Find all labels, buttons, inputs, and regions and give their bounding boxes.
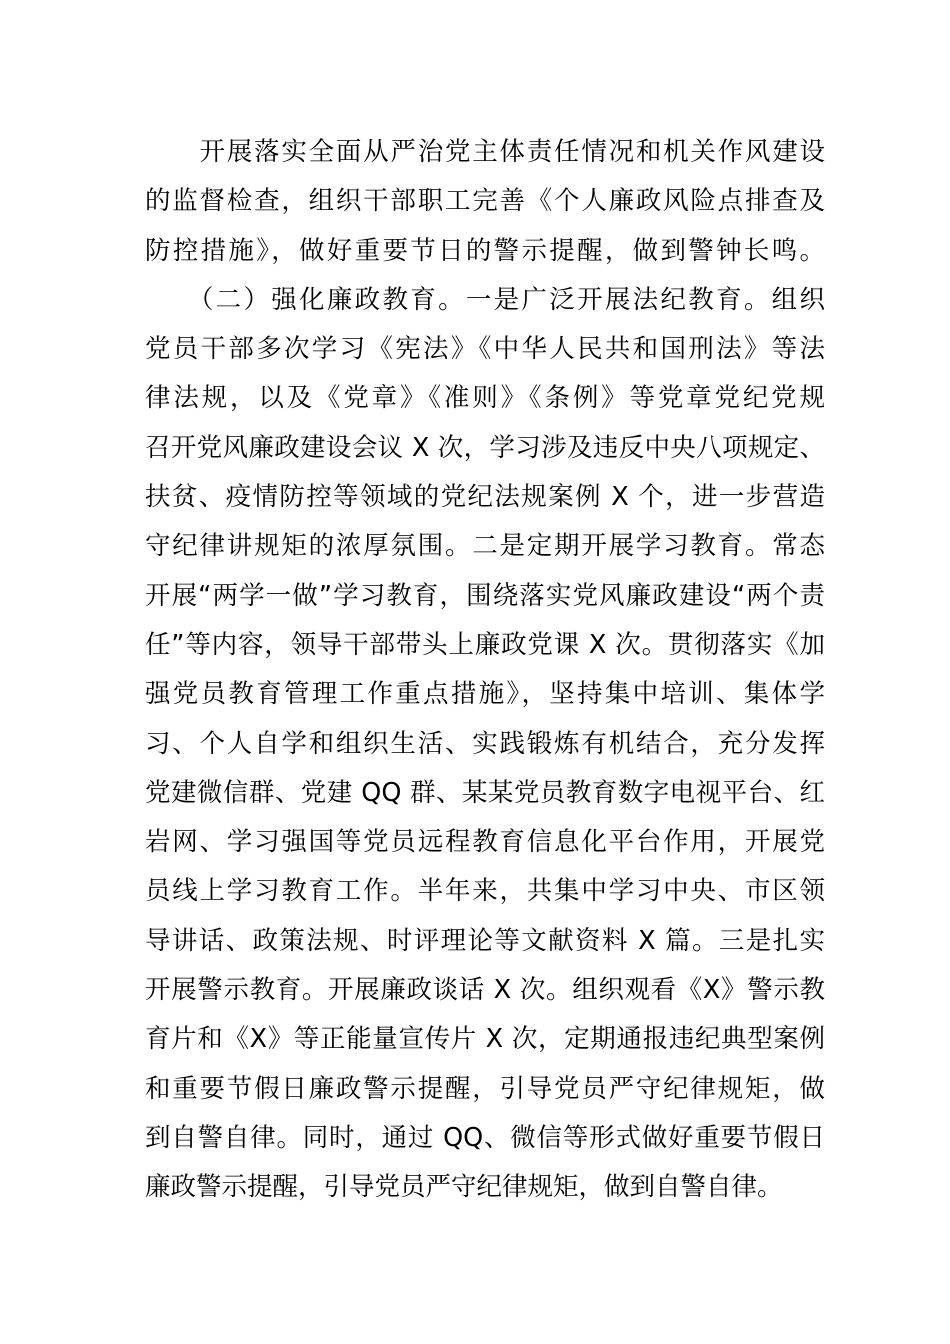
text-line: 党员干部多次学习《宪法》《中华人民共和国刑法》等法 <box>145 334 825 365</box>
text-line: 习、个人自学和组织生活、实践锻炼有机结合，充分发挥 <box>145 728 825 759</box>
text-line: 守纪律讲规矩的浓厚氛围。二是定期开展学习教育。常态 <box>145 531 825 562</box>
text-line: 员线上学习教育工作。半年来，共集中学习中央、市区领 <box>145 876 825 907</box>
section-heading-line: （二）强化廉政教育。一是广泛开展法纪教育。组织 <box>145 284 825 315</box>
text-line: 育片和《X》等正能量宣传片 X 次，定期通报违纪典型案例 <box>145 1024 825 1055</box>
body-text <box>145 128 825 1213</box>
text-line: 律法规，以及《党章》《准则》《条例》等党章党纪党规 <box>145 383 825 414</box>
text-line: 廉政警示提醒，引导党员严守纪律规矩，做到自警自律。 <box>145 1172 783 1203</box>
text-line: 导讲话、政策法规、时评理论等文献资料 X 篇。三是扎实 <box>145 925 825 956</box>
text-line: 扶贫、疫情防控等领域的党纪法规案例 X 个，进一步营造 <box>145 482 825 513</box>
text-line: 到自警自律。同时，通过 QQ、微信等形式做好重要节假日 <box>145 1122 825 1153</box>
text-line: 的监督检查，组织干部职工完善《个人廉政风险点排查及 <box>145 186 825 217</box>
text-line: 召开党风廉政建设会议 X 次，学习涉及违反中央八项规定、 <box>145 432 825 463</box>
text-line: 任”等内容，领导干部带头上廉政党课 X 次。贯彻落实《加 <box>145 629 825 660</box>
text-line: 岩网、学习强国等党员远程教育信息化平台作用，开展党 <box>145 827 825 858</box>
text-line: 防控措施》，做好重要节日的警示提醒，做到警钟长鸣。 <box>145 235 825 266</box>
text-line: 党建微信群、党建 QQ 群、某某党员教育数字电视平台、红 <box>145 777 825 808</box>
text-line: 和重要节假日廉政警示提醒，引导党员严守纪律规矩，做 <box>145 1073 825 1104</box>
text-line: 开展落实全面从严治党主体责任情况和机关作风建设 <box>145 137 825 167</box>
text-line: 开展警示教育。开展廉政谈话 X 次。组织观看《X》警示教 <box>145 975 825 1006</box>
text-line: 强党员教育管理工作重点措施》，坚持集中培训、集体学 <box>145 679 825 710</box>
text-line: 开展“两学一做”学习教育，围绕落实党风廉政建设“两个责 <box>145 580 825 611</box>
